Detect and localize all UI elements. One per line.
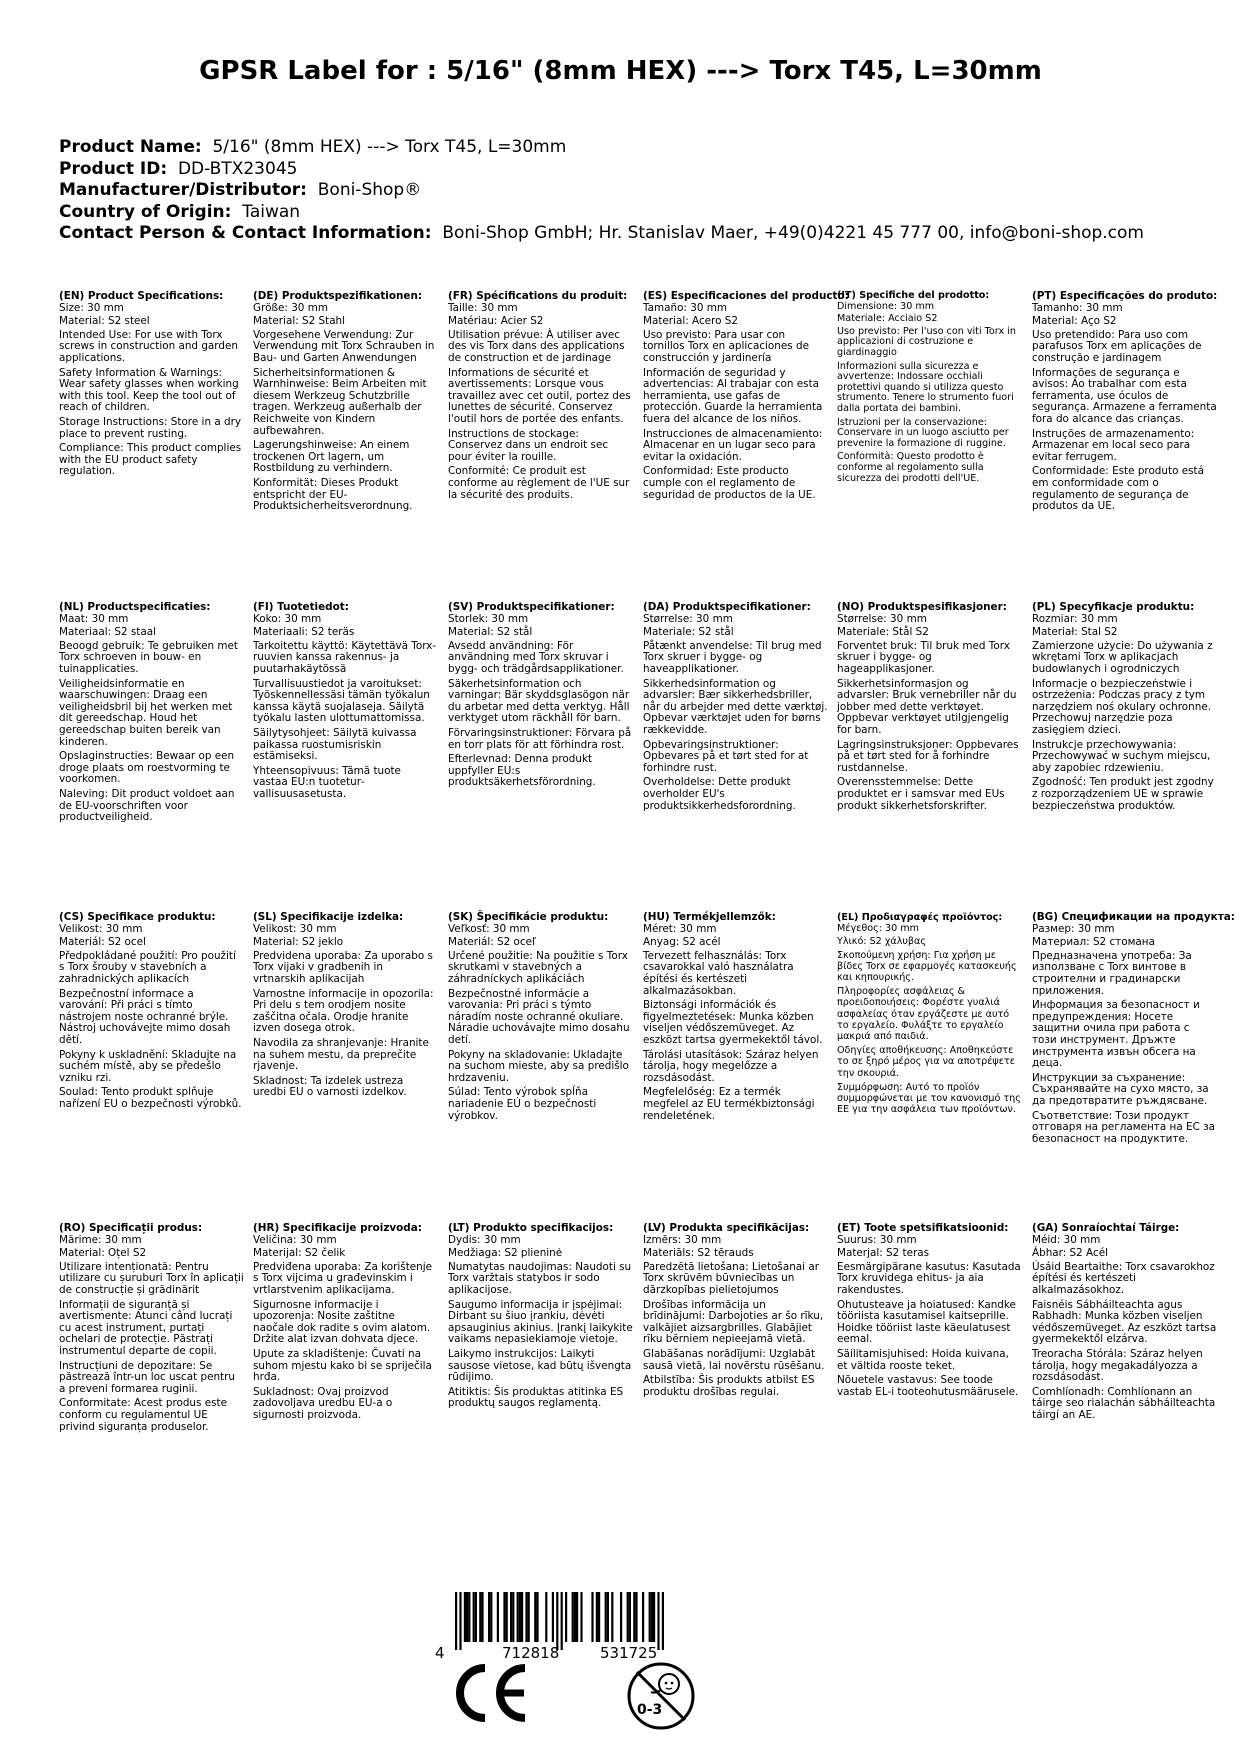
spec-paragraph: Tervezett felhasználás: Torx csavarokkal való használatra építési és kertészeti alkalmazásokban. (643, 949, 794, 997)
age-label: 0-3 (637, 1702, 663, 1718)
spec-heading: (SL) Specifikacije izdelka: (253, 911, 404, 923)
info-value: 5/16" (8mm HEX) ---> Torx T45, L=30mm (212, 137, 567, 157)
spec-paragraph: Faisnéis Sábháilteachta agus Rabhadh: Munka közben viseljen védőszemüveget. Az eszközt tartsa gyermekektől elzárva. (1032, 1298, 1217, 1346)
spec-material: Materiale: S2 stål (643, 626, 734, 639)
barcode-bar (512, 1592, 514, 1642)
spec-paragraph: Förvaringsinstruktioner: Förvara på en torr plats för att förhindra rost. (448, 726, 632, 751)
spec-paragraph: Съответствие: Този продукт отговаря на регламента на ЕС за безопасност на продуктите. (1032, 1109, 1216, 1145)
spec-paragraph: Instructions de stockage: Conservez dans un endroit sec pour éviter la rouille. (448, 427, 609, 463)
spec-paragraph: Utilisation prévue: À utiliser avec des vis Torx dans des applications de construction et de jardinage (448, 328, 625, 364)
product-id-row (59, 159, 1144, 181)
barcode-bar (534, 1592, 536, 1642)
spec-material: Materiale: Acciaio S2 (837, 313, 938, 325)
spec-material: Material: S2 Stahl (253, 315, 346, 328)
info-label: Contact Person & Contact Information: (59, 223, 432, 243)
spec-size: Størrelse: 30 mm (643, 612, 733, 625)
spec-paragraph: Conformitate: Acest produs este conform cu regulamentul UE privind siguranța produselor. (59, 1397, 228, 1433)
spec-size: Størrelse: 30 mm (837, 612, 927, 625)
spec-block-el (837, 912, 1022, 1118)
spec-block-sl (253, 912, 438, 1102)
spec-paragraph: Ohutusteave ja hoiatused: Kandke tööriista kasutamisel kaitseprille. Hoidke tööriist laste käeulatusest eemal. (837, 1298, 1016, 1346)
spec-size: Tamanho: 30 mm (1032, 301, 1123, 314)
barcode-first-digit: 4 (435, 1644, 445, 1662)
spec-material: Ábhar: S2 Acél (1032, 1247, 1108, 1260)
spec-material: Materjal: S2 teras (837, 1247, 930, 1260)
spec-size: Größe: 30 mm (253, 301, 328, 314)
spec-paragraph: Atbilstība: Šis produkts atbilst ES produktu drošības regulai. (643, 1374, 815, 1398)
spec-size: Méid: 30 mm (1032, 1233, 1101, 1246)
barcode-bar (580, 1592, 582, 1642)
barcode-bar (468, 1592, 470, 1642)
info-value: Boni-Shop® (317, 180, 422, 200)
spec-block-bg (1032, 911, 1235, 1148)
spec-paragraph: Säilitamisjuhised: Hoida kuivana, et vältida rooste teket. (837, 1347, 1009, 1372)
spec-paragraph: Påtænkt anvendelse: Til brug med Torx skruer i bygge- og haveapplikationer. (643, 639, 822, 675)
spec-block-en (59, 291, 244, 481)
barcode-bar (657, 1592, 659, 1650)
spec-paragraph: Instrukcje przechowywania: Przechowywać w suchym miejscu, aby zapobiec rdzewieniu. (1032, 738, 1211, 774)
barcode-bar (596, 1592, 598, 1642)
spec-paragraph: Bezpečnostní informace a varování: Při práci s tímto nástrojem noste ochranné brýle. Nástroj uchovávejte mimo dosah dětí. (59, 987, 231, 1046)
spec-heading: (PL) Specyfikacje produktu: (1032, 601, 1195, 613)
spec-paragraph: Súlad: Tento výrobok spĺňa nariadenie EÚ o bezpečnosti výrobkov. (448, 1086, 597, 1122)
spec-paragraph: Tarkoitettu käyttö: Käytettävä Torx-ruuvien kanssa rakennus- ja puutarhakäytössä (253, 639, 437, 675)
spec-paragraph: Οδηγίες αποθήκευσης: Αποθηκεύστε το σε ξηρό μέρος για να αποτρέψετε την σκουριά. (837, 1045, 1015, 1079)
spec-paragraph: Sikkerhedsinformation og advarsler: Bær sikkerhedsbriller, når du arbejder med dette værktøj. Opbevar værktøjet uden for børns rækkevidde. (643, 677, 828, 736)
spec-size: Size: 30 mm (59, 301, 124, 314)
spec-paragraph: Lagringsinstruksjoner: Oppbevares på et tørt sted for å forhindre rustdannelse. (837, 738, 1019, 774)
spec-paragraph: Opslaginstructies: Bewaar op een droge plaats om roestvorming te voorkomen. (59, 750, 235, 786)
spec-heading: (HR) Specifikacije proizvoda: (253, 1222, 422, 1234)
spec-size: Veľkosť: 30 mm (448, 922, 530, 935)
spec-paragraph: Uso previsto: Per l'uso con viti Torx in applicazioni di costruzione e giardinaggio (837, 325, 1016, 358)
product-name-row (59, 137, 1144, 159)
barcode-bar (576, 1592, 578, 1642)
spec-material: Materiāls: S2 tērauds (643, 1247, 754, 1260)
spec-material: Material: Aço S2 (1032, 315, 1117, 328)
barcode-bar (662, 1592, 664, 1650)
barcode-bar (561, 1592, 563, 1650)
barcode-bar (607, 1592, 609, 1642)
spec-heading: (CS) Specifikace produktu: (59, 911, 216, 923)
spec-heading: (ES) Especificaciones del producto: (643, 290, 849, 302)
spec-material: Material: Oțel S2 (59, 1247, 147, 1260)
spec-paragraph: Paredzētā lietošana: Lietošanai ar Torx skrūvēm būvniecības un dārzkopības pielietojumos (643, 1260, 819, 1296)
spec-block-nl (59, 602, 244, 827)
barcode-bar (565, 1592, 567, 1642)
info-value: DD-BTX23045 (177, 158, 298, 179)
barcode-bar (459, 1592, 461, 1650)
spec-material: Material: S2 jeklo (253, 936, 344, 949)
spec-material: Material: S2 steel (59, 315, 150, 328)
spec-size: Izmērs: 30 mm (643, 1233, 722, 1246)
spec-paragraph: Informations de sécurité et avertissements: Lorsque vous travaillez avec cet outil, portez des lunettes de sécurité. Conservez l'outil hors de portée des enfants. (448, 366, 631, 425)
spec-material: Material: Acero S2 (643, 315, 738, 328)
spec-paragraph: Säilytysohjeet: Säilytä kuivassa paikassa ruostumisriskin estämiseksi. (253, 726, 417, 763)
spec-block-sv (448, 602, 633, 792)
barcode-bar (629, 1592, 631, 1642)
spec-block-ro (59, 1223, 244, 1436)
spec-paragraph: Nõuetele vastavus: See toode vastab EL-i tooteohutusmäärusele. (837, 1374, 1019, 1398)
spec-material: Materiał: Stal S2 (1032, 626, 1118, 639)
info-label: Product ID: (59, 158, 168, 179)
spec-paragraph: Upute za skladištenje: Čuvati na suhom mjestu kako bi se spriječila hrđa. (253, 1347, 432, 1384)
spec-size: Rozmiar: 30 mm (1032, 612, 1118, 625)
barcode-bar (517, 1592, 519, 1642)
spec-size: Maat: 30 mm (59, 612, 129, 625)
barcode-bar (620, 1592, 622, 1642)
spec-paragraph: Conformidade: Este produto está em conformidade com o regulamento de segurança de produtos da UE. (1032, 465, 1204, 513)
spec-paragraph: Treoracha Stórála: Száraz helyen tárolja, hogy megakadályozza a rozsdásodást. (1032, 1347, 1203, 1384)
product-info (59, 137, 1144, 245)
spec-block-hu (643, 912, 828, 1125)
spec-paragraph: Bezpečnostné informácie a varovania: Pri práci s týmto náradím noste ochranné okuliare. Náradie uchovávajte mimo dosahu detí. (448, 987, 630, 1046)
spec-paragraph: Atitiktis: Šis produktas atitinka ES produktų saugos reglamentą. (448, 1385, 624, 1410)
spec-size: Dydis: 30 mm (448, 1233, 521, 1246)
info-label: Country of Origin: (59, 201, 232, 222)
barcode-bars (435, 1592, 705, 1650)
spec-paragraph: Инструкции за съхранение: Съхранявайте на сухо място, за да предотвратите ръждясване. (1032, 1071, 1209, 1107)
spec-paragraph: Intended Use: For use with Torx screws in construction and garden applications. (59, 328, 238, 364)
spec-heading: (DE) Produktspezifikationen: (253, 290, 422, 302)
spec-block-sk (448, 912, 633, 1125)
manufacturer-row (59, 180, 1144, 202)
spec-block-it (837, 291, 1022, 487)
barcode-bar (490, 1592, 492, 1642)
spec-paragraph: Skladnost: Ta izdelek ustreza uredbi EU o varnosti izdelkov. (253, 1074, 407, 1099)
page-title: GPSR Label for : 5/16" (8mm HEX) ---> Torx T45, L=30mm (199, 56, 1042, 86)
ce-mark-icon (452, 1662, 532, 1724)
spec-size: Размер: 30 mm (1032, 922, 1115, 935)
barcode-bar (481, 1592, 483, 1642)
barcode-bar (574, 1592, 576, 1642)
spec-paragraph: Συμμόρφωση: Αυτό το προϊόν συμμορφώνεται με τον κανονισμό της ΕΕ για την ασφάλεια των προϊόντων. (837, 1081, 1021, 1116)
spec-material: Medžiaga: S2 plieninė (448, 1247, 563, 1260)
spec-block-cs (59, 912, 244, 1114)
spec-block-fi (253, 602, 438, 804)
spec-size: Dimensione: 30 mm (837, 300, 935, 312)
spec-heading: (HU) Termékjellemzők: (643, 911, 776, 923)
spec-paragraph: Πληροφορίες ασφάλειας & προειδοποιήσεις: Φορέστε γυαλιά ασφαλείας όταν εργάζεστε με αυτό το εργαλείο. Φυλάξτε το εργαλείο μακριά από παιδιά. (837, 986, 1010, 1043)
contact-row (59, 223, 1144, 245)
barcode-bar (598, 1592, 600, 1642)
spec-material: Материал: S2 стомана (1032, 936, 1155, 949)
barcode-bar (521, 1592, 523, 1642)
spec-paragraph: Drošības informācija un brīdinājumi: Darbojoties ar šo rīku, valkājiet aizsargbrilles. Glabājiet rīku bērniem nepieejamā vietā. (643, 1298, 824, 1346)
barcode-bar (497, 1592, 499, 1642)
spec-paragraph: Úsáid Beartaithe: Torx csavarokhoz építési és kertészeti alkalmazásokhoz. (1032, 1260, 1215, 1296)
spec-paragraph: Conformidad: Este producto cumple con el reglamento de seguridad de productos de la UE. (643, 465, 816, 501)
barcode-bar (455, 1592, 457, 1650)
spec-paragraph: Určené použitie: Na použitie s Torx skrutkami v stavebných a záhradníckych aplikáciách (448, 949, 628, 985)
barcode-left-digits: 712818 (502, 1644, 560, 1662)
spec-paragraph: Předpokládané použití: Pro použití s Torx šrouby v stavebních a zahradnických aplikacích (59, 949, 236, 985)
info-value: Taiwan (242, 201, 301, 222)
barcode-bar (572, 1592, 574, 1642)
spec-block-fr (448, 291, 633, 504)
barcode-bar (653, 1592, 655, 1642)
barcode-bar (642, 1592, 644, 1642)
spec-block-et (837, 1223, 1022, 1401)
spec-paragraph: Storage Instructions: Store in a dry place to prevent rusting. (59, 415, 242, 440)
spec-material: Materiaali: S2 teräs (253, 626, 355, 639)
spec-size: Mărime: 30 mm (59, 1233, 142, 1246)
spec-heading: (RO) Specificații produs: (59, 1222, 203, 1234)
spec-material: Materiale: Stål S2 (837, 626, 929, 639)
barcode-bar (506, 1592, 508, 1642)
spec-heading: (ET) Toote spetsifikatsioonid: (837, 1222, 1009, 1234)
spec-paragraph: Opbevaringsinstruktioner: Opbevares på et tørt sted for at forhindre rust. (643, 738, 809, 774)
info-value: Boni-Shop GmbH; Hr. Stanislav Maer, +49(0)4221 45 777 00, info@boni-shop.com (442, 223, 1144, 243)
spec-size: Velikost: 30 mm (59, 922, 143, 935)
spec-paragraph: Avsedd användning: För användning med Torx skruvar i bygg- och trädgårdsapplikationer. (448, 639, 624, 675)
barcode-right-digits: 531725 (600, 1644, 658, 1662)
spec-paragraph: Informazioni sulla sicurezza e avvertenze: Indossare occhiali protettivi quando si utilizza questo strumento. Tenere lo strumento fuori dalla portata dei bambini. (837, 360, 1014, 414)
country-row (59, 202, 1144, 224)
spec-size: Velikost: 30 mm (253, 922, 337, 935)
spec-heading: (EN) Product Specifications: (59, 290, 224, 302)
spec-paragraph: Uso previsto: Para usar con tornillos Torx en aplicaciones de construcción y jardinería (643, 328, 809, 364)
spec-heading: (IT) Specifiche del prodotto: (837, 290, 990, 301)
spec-paragraph: Zgodność: Ten produkt jest zgodny z rozporządzeniem UE w sprawie bezpieczeństwa produktów. (1032, 776, 1214, 812)
spec-size: Storlek: 30 mm (448, 612, 529, 625)
spec-paragraph: Lagerungshinweise: An einem trockenen Ort lagern, um Rostbildung zu verhindern. (253, 439, 410, 475)
spec-paragraph: Sicherheitsinformationen & Warnhinweise: Beim Arbeiten mit diesem Werkzeug Schutzbrille tragen. Werkzeug außerhalb der Reichweite von Kindern aufbewahren. (253, 366, 427, 437)
spec-paragraph: Safety Information & Warnings: Wear safety glasses when working with this tool. Keep the tool out of reach of children. (59, 366, 239, 414)
spec-heading: (PT) Especificações do produto: (1032, 290, 1218, 302)
spec-block-hr (253, 1223, 438, 1425)
spec-paragraph: Glabāšanas norādījumi: Uzglabāt sausā vietā, lai novērstu rūsēšanu. (643, 1347, 825, 1372)
barcode-bar (552, 1592, 554, 1642)
spec-paragraph: Yhteensopivuus: Tämä tuote vastaa EU:n tuoteturvallisuusasetusta. (253, 764, 401, 800)
spec-size: Tamaño: 30 mm (643, 301, 727, 314)
spec-material: Materiál: S2 ocel (59, 936, 146, 949)
spec-material: Υλικό: S2 χάλυβας (837, 936, 927, 948)
barcode-bar (605, 1592, 607, 1642)
spec-heading: (FR) Spécifications du produit: (448, 290, 628, 302)
barcode-bar (651, 1592, 653, 1642)
spec-paragraph: Eesmärgipärane kasutus: Kasutada Torx kruvidega ehitus- ja aia rakendustes. (837, 1260, 1021, 1296)
spec-paragraph: Overholdelse: Dette produkt overholder EU's produktsikkerhedsforordning. (643, 776, 796, 812)
barcode-bar (591, 1592, 593, 1642)
spec-paragraph: Zamierzone użycie: Do używania z wkrętami Torx w aplikacjach budowlanych i ogrodniczych (1032, 639, 1213, 675)
barcode-bar (475, 1592, 477, 1642)
spec-paragraph: Informações de segurança e avisos: Ao trabalhar com esta ferramenta, use óculos de segurança. Armazene a ferramenta fora do alcance das crianças. (1032, 366, 1217, 425)
spec-block-pt (1032, 291, 1217, 516)
spec-paragraph: Información de seguridad y advertencias: Al trabajar con esta herramienta, use gafas de protección. Guarde la herramienta fuera del alcance de los niños. (643, 366, 823, 425)
spec-size: Méret: 30 mm (643, 922, 717, 935)
spec-paragraph: Utilizare intenționată: Pentru utilizare cu șuruburi Torx în aplicații de construcție și grădinărit (59, 1260, 244, 1296)
barcode-bar (545, 1592, 547, 1642)
spec-heading: (GA) Sonraíochtaí Táirge: (1032, 1222, 1180, 1234)
barcode-bar (633, 1592, 635, 1642)
spec-heading: (NL) Productspecificaties: (59, 601, 211, 613)
spec-paragraph: Σκοπούμενη χρήση: Για χρήση με βίδες Torx σε εφαρμογές κατασκευής και κηπουρικής. (837, 949, 1017, 984)
spec-size: Veličina: 30 mm (253, 1233, 337, 1246)
spec-material: Material: S2 stål (448, 626, 533, 639)
spec-paragraph: Numatytas naudojimas: Naudoti su Torx varžtais statybos ir sodo aplikacijose. (448, 1260, 632, 1296)
spec-paragraph: Veiligheidsinformatie en waarschuwingen: Draag een veiligheidsbril bij het werken met dit gereedschap. Houd het gereedschap buiten bereik van kinderen. (59, 677, 233, 748)
spec-paragraph: Comhlíonadh: Comhlíonann an táirge seo rialachán sábháilteachta táirgí an AE. (1032, 1385, 1216, 1421)
spec-paragraph: Conformité: Ce produit est conforme au règlement de l'UE sur la sécurité des produits. (448, 465, 630, 501)
spec-heading: (LV) Produkta specifikācijas: (643, 1222, 810, 1234)
barcode-bar (488, 1592, 490, 1642)
spec-heading: (EL) Προδιαγραφές προϊόντος: (837, 912, 1003, 923)
spec-block-no (837, 602, 1022, 815)
spec-paragraph: Compliance: This product complies with the EU product safety regulation. (59, 442, 242, 478)
spec-paragraph: Laikymo instrukcijos: Laikyti sausose vietose, kad būtų išvengta rūdijimo. (448, 1347, 632, 1384)
barcode-bar (473, 1592, 475, 1642)
barcode-bar (611, 1592, 613, 1642)
spec-paragraph: Overensstemmelse: Dette produktet er i samsvar med EUs produkt sikkerhetsforskrifter. (837, 776, 1005, 812)
spec-paragraph: Sikkerhetsinformasjon og advarsler: Bruk vernebriller når du jobber med dette verktøyet. Oppbevar verktøyet utilgjengelig for barn. (837, 677, 1017, 736)
spec-size: Taille: 30 mm (448, 301, 518, 314)
spec-paragraph: Vorgesehene Verwendung: Zur Verwendung mit Torx Schrauben in Bau- und Garten Anwendungen (253, 328, 435, 364)
spec-heading: (LT) Produkto specifikacijos: (448, 1222, 614, 1234)
spec-heading: (NO) Produktspesifikasjoner: (837, 601, 1007, 613)
barcode-bar (510, 1592, 512, 1642)
spec-block-pl (1032, 602, 1217, 815)
spec-paragraph: Varnostne informacije in opozorila: Pri delu s tem orodjem nosite zaščitna očala. Orodje hranite izven dosega otrok. (253, 987, 434, 1035)
barcode-bar (519, 1592, 521, 1642)
not-for-children-icon (625, 1660, 697, 1732)
spec-paragraph: Pokyny k uskladnění: Skladujte na suchém místě, aby se předešlo vzniku rzi. (59, 1048, 237, 1084)
barcode-bar (528, 1592, 530, 1642)
spec-material: Matériau: Acier S2 (448, 315, 544, 328)
barcode-bar (525, 1592, 527, 1642)
spec-heading: (BG) Спецификации на продукта: (1032, 911, 1235, 923)
spec-paragraph: Turvallisuustiedot ja varoitukset: Työskennellessäsi tämän työkalun kanssa käytä suojalaseja. Säilytä työkalu lasten ulottumattomissa. (253, 677, 430, 725)
barcode-bar (479, 1592, 481, 1642)
spec-paragraph: Uso pretendido: Para uso com parafusos Torx em aplicações de construção e jardinagem (1032, 328, 1202, 364)
spec-material: Materiál: S2 oceľ (448, 936, 536, 949)
spec-block-lt (448, 1223, 633, 1413)
barcode-bar (649, 1592, 651, 1642)
spec-paragraph: Informații de siguranță și avertismente: Atunci când lucrați cu acest instrument, purtați ochelari de protecție. Păstrați instrumentul departe de copii. (59, 1298, 233, 1357)
spec-paragraph: Säkerhetsinformation och varningar: Bär skyddsglasögon när du arbetar med detta verktyg. Håll verktyget utom räckhåll för barn. (448, 677, 630, 725)
spec-paragraph: Predvidena uporaba: Za uporabo s Torx vijaki v gradbenih in vrtnarskih aplikacijah (253, 949, 433, 985)
spec-paragraph: Предназначена употреба: За използване с Torx винтове в строителни и градинарски приложения. (1032, 949, 1192, 997)
spec-heading: (DA) Produktspecifikationer: (643, 601, 811, 613)
spec-paragraph: Tárolási utasítások: Száraz helyen tárolja, hogy megelőzze a rozsdásodást. (643, 1048, 819, 1084)
spec-heading: (SK) Špecifikácie produktu: (448, 911, 609, 923)
barcode-bar (635, 1592, 637, 1642)
spec-paragraph: Konformität: Dieses Produkt entspricht der EU-Produktsicherheitsverordnung. (253, 476, 413, 513)
spec-heading: (SV) Produktspecifikationer: (448, 601, 615, 613)
spec-paragraph: Predviđena uporaba: Za korištenje s Torx vijcima u građevinskim i vrtlarstvenim aplikacijama. (253, 1260, 433, 1296)
spec-paragraph: Beoogd gebruik: Te gebruiken met Torx schroeven in bouw- en tuinapplicaties. (59, 639, 238, 675)
spec-paragraph: Biztonsági információk és figyelmeztetések: Munka közben viseljen védőszemüveget. Az eszközt tartsa gyermekektől távol. (643, 999, 823, 1046)
barcode-bar (556, 1592, 558, 1650)
spec-paragraph: Conformità: Questo prodotto è conforme al regolamento sulla sicurezza dei prodotti dell'UE. (837, 451, 984, 484)
info-label: Manufacturer/Distributor: (59, 180, 307, 200)
spec-paragraph: Megfelelőség: Ez a termék megfelel az EU termékbiztonsági rendeletének. (643, 1086, 815, 1122)
spec-material: Anyag: S2 acél (643, 936, 721, 949)
spec-material: Materiaal: S2 staal (59, 626, 157, 639)
spec-paragraph: Navodila za shranjevanje: Hranite na suhem mestu, da preprečite rjavenje. (253, 1036, 429, 1073)
spec-paragraph: Informacje o bezpieczeństwie i ostrzeżenia: Podczas pracy z tym narzędziem noś okulary ochronne. Przechowuj narzędzie poza zasięgiem dzieci. (1032, 677, 1212, 736)
barcode-bar (627, 1592, 629, 1642)
spec-block-es (643, 290, 849, 504)
spec-paragraph: Efterlevnad: Denna produkt uppfyller EU:s produktsäkerhetsförordning. (448, 753, 596, 789)
info-label: Product Name: (59, 137, 202, 157)
spec-paragraph: Instruções de armazenamento: Armazenar em local seco para evitar ferrugem. (1032, 427, 1195, 463)
spec-paragraph: Instrucciones de almacenamiento: Almacenar en un lugar seco para evitar la oxidación. (643, 427, 823, 463)
spec-size: Koko: 30 mm (253, 612, 322, 625)
spec-paragraph: Sigurnosne informacije i upozorenja: Nosite zaštitne naočale dok radite s ovim alatom. Držite alat izvan dohvata djece. (253, 1298, 431, 1346)
spec-paragraph: Информация за безопасност и предупреждения: Носете защитни очила при работа с този инструмент. Дръжте инструмента извън обсега на деца. (1032, 999, 1200, 1070)
spec-paragraph: Forventet bruk: Til bruk med Torx skruer i bygge- og hageapplikasjoner. (837, 639, 1010, 675)
spec-block-lv (643, 1223, 828, 1401)
spec-paragraph: Istruzioni per la conservazione: Conservare in un luogo asciutto per prevenire la formazione di ruggine. (837, 416, 1009, 449)
spec-block-da (643, 602, 828, 815)
spec-paragraph: Soulad: Tento produkt splňuje nařízení EU o bezpečnosti výrobků. (59, 1086, 242, 1110)
spec-paragraph: Instrucțiuni de depozitare: Se păstrează într-un loc uscat pentru a preveni formarea ruginii. (59, 1359, 235, 1395)
barcode-bar (503, 1592, 505, 1642)
ean-barcode (435, 1592, 705, 1662)
spec-block-ga (1032, 1223, 1217, 1425)
barcode-bar (464, 1592, 466, 1642)
spec-size: Suurus: 30 mm (837, 1233, 917, 1246)
spec-paragraph: Saugumo informacija ir įspėjimai: Dirbant su šiuo įrankiu, dėvėti apsauginius akinius. Įrankį laikykite vaikams nepasiekiamoje vietoje. (448, 1298, 633, 1346)
spec-heading: (FI) Tuotetiedot: (253, 601, 349, 613)
spec-block-de (253, 291, 438, 516)
spec-size: Μέγεθος: 30 mm (837, 923, 919, 935)
spec-paragraph: Naleving: Dit product voldoet aan de EU-voorschriften voor productveiligheid. (59, 787, 235, 824)
spec-material: Materijal: S2 čelik (253, 1247, 346, 1260)
barcode-bar (536, 1592, 538, 1642)
barcode-bar (466, 1592, 468, 1642)
spec-paragraph: Sukladnost: Ovaj proizvod zadovoljava uredbu EU-a o sigurnosti proizvoda. (253, 1385, 393, 1421)
spec-paragraph: Pokyny na skladovanie: Ukladajte na suchom mieste, aby sa predišlo hrdzaveniu. (448, 1048, 629, 1084)
